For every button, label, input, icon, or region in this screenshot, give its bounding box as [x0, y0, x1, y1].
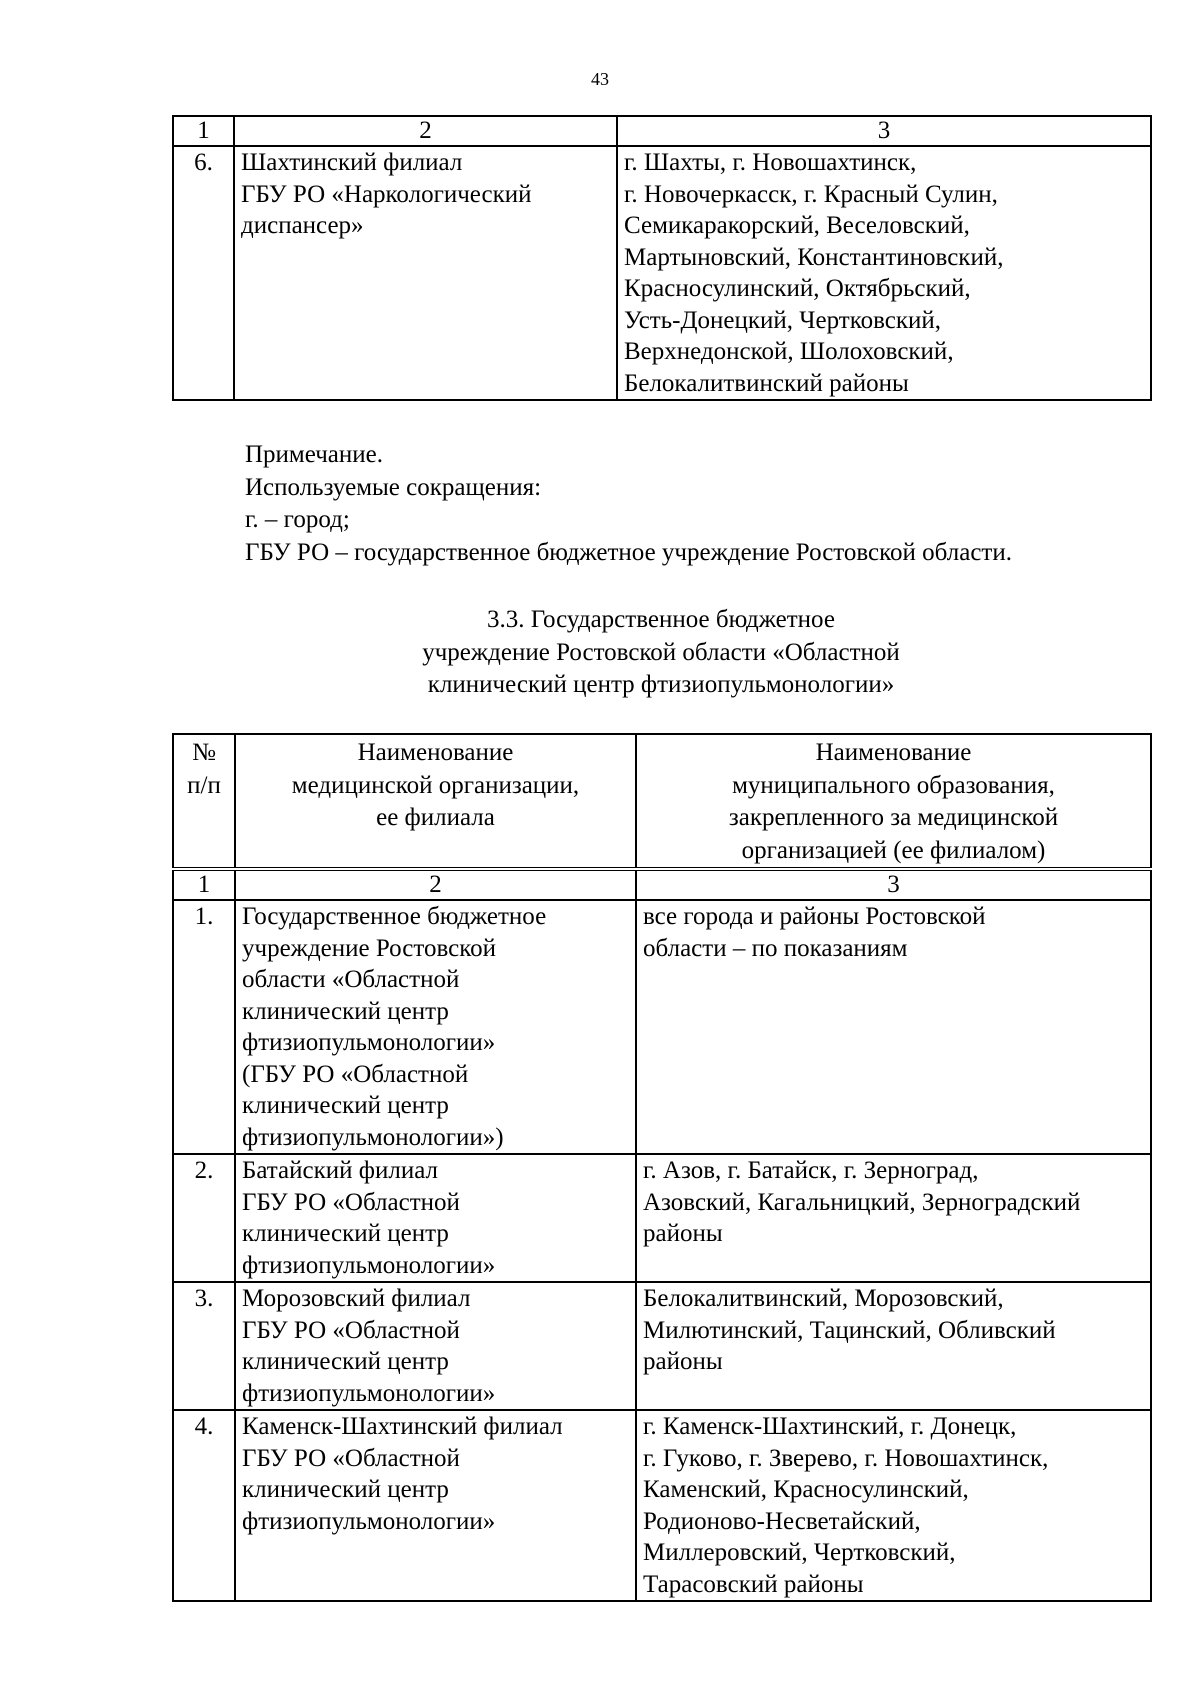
cell-line: Семикаракорский, Веселовский,: [624, 212, 970, 239]
header-line: ее филиала: [376, 804, 495, 831]
column-number-row: [173, 116, 1151, 146]
cell-line: г. Новочеркасск, г. Красный Сулин,: [624, 180, 998, 208]
section-title-line: клинический центр фтизиопульмонологии»: [427, 671, 895, 698]
cell-line: фтизиопульмонологии»): [242, 1123, 504, 1151]
municipality-cell: [636, 900, 1151, 1154]
organization-cell: [235, 1410, 636, 1601]
cell-line: ГБУ РО «Областной: [242, 1444, 460, 1472]
cell-line: Государственное бюджетное: [242, 903, 547, 930]
cell-line: ГБУ РО «Наркологический: [241, 180, 532, 208]
cell-line: фтизиопульмонологии»: [242, 1029, 496, 1056]
note-block: [245, 439, 1012, 569]
column-number: 2: [234, 116, 617, 146]
note-line: Примечание.: [245, 441, 384, 468]
cell-line: Белокалитвинский, Морозовский,: [643, 1285, 1004, 1312]
cell-line: ГБУ РО «Областной: [242, 1316, 460, 1344]
column-number: 3: [617, 116, 1151, 146]
organization-cell: [235, 900, 636, 1154]
organization-cell: [235, 1154, 636, 1282]
section-title-line: учреждение Ростовской области «Областной: [422, 638, 900, 666]
municipality-cell: [617, 146, 1151, 400]
cell-line: г. Гуково, г. Зверево, г. Новошахтинск,: [643, 1444, 1049, 1472]
municipality-cell: [636, 1410, 1151, 1601]
header-line: закрепленного за медицинской: [728, 804, 1059, 831]
cell-line: Азовский, Кагальницкий, Зерноградский: [643, 1188, 1081, 1216]
header-municipality: [636, 734, 1151, 869]
municipality-cell: [636, 1154, 1151, 1282]
cell-line: (ГБУ РО «Областной: [242, 1060, 469, 1088]
cell-line: Миллеровский, Чертковский,: [643, 1539, 956, 1566]
table-row: [173, 146, 1151, 400]
table-continuation: [172, 115, 1152, 401]
cell-line: Усть-Донецкий, Чертковский,: [624, 306, 941, 334]
table-row: [173, 1282, 1151, 1410]
section-title: [172, 604, 1150, 702]
cell-line: г. Азов, г. Батайск, г. Зерноград,: [643, 1157, 979, 1184]
cell-line: Каменск-Шахтинский филиал: [242, 1413, 563, 1440]
cell-line: Красносулинский, Октябрьский,: [624, 275, 971, 302]
cell-line: клинический центр: [242, 1476, 449, 1503]
cell-line: Родионово-Несветайский,: [643, 1507, 921, 1535]
header-line: Наименование: [357, 739, 514, 766]
header-line: организацией (ее филиалом): [741, 836, 1046, 864]
table-header-row: [173, 734, 1151, 869]
cell-line: Морозовский филиал: [242, 1285, 471, 1312]
page-number: 43: [591, 69, 609, 89]
organizations-table: [172, 733, 1152, 1602]
cell-line: учреждение Ростовской: [242, 934, 496, 962]
column-number: 1: [173, 869, 235, 900]
cell-line: клинический центр: [242, 1092, 449, 1119]
municipality-cell: [636, 1282, 1151, 1410]
row-number: 3.: [173, 1282, 235, 1410]
row-number: 1.: [173, 900, 235, 1154]
cell-line: Каменский, Красносулинский,: [643, 1476, 969, 1503]
cell-line: Верхнедонской, Шолоховский,: [624, 338, 954, 365]
cell-line: диспансер»: [241, 212, 364, 239]
cell-line: Мартыновский, Константиновский,: [624, 243, 1004, 271]
column-number: 2: [235, 869, 636, 900]
cell-line: фтизиопульмонологии»: [242, 1251, 496, 1279]
cell-line: ГБУ РО «Областной: [242, 1188, 460, 1216]
organization-cell: [234, 146, 617, 400]
table-row: [173, 900, 1151, 1154]
header-line: медицинской организации,: [291, 771, 580, 799]
header-organization: [235, 734, 636, 869]
cell-line: Белокалитвинский районы: [624, 369, 909, 397]
cell-line: г. Каменск-Шахтинский, г. Донецк,: [643, 1413, 1017, 1440]
table-row: [173, 1410, 1151, 1601]
header-line: №: [192, 739, 216, 766]
cell-line: области «Областной: [242, 966, 460, 993]
cell-line: районы: [643, 1220, 723, 1247]
organization-cell: [235, 1282, 636, 1410]
header-line: п/п: [187, 771, 221, 799]
cell-line: Батайский филиал: [242, 1157, 438, 1184]
cell-line: клинический центр: [242, 1348, 449, 1375]
cell-line: области – по показаниям: [643, 934, 908, 962]
note-line: ГБУ РО – государственное бюджетное учреждение Ростовской области.: [245, 538, 1012, 566]
row-number: 6.: [173, 146, 234, 400]
cell-line: клинический центр: [242, 997, 449, 1025]
cell-line: все города и районы Ростовской: [643, 903, 986, 930]
cell-line: клинический центр: [242, 1220, 449, 1247]
cell-line: фтизиопульмонологии»: [242, 1379, 496, 1407]
cell-line: Шахтинский филиал: [241, 149, 463, 176]
header-line: Наименование: [815, 739, 972, 766]
row-number: 4.: [173, 1410, 235, 1601]
column-number: 3: [636, 869, 1151, 900]
cell-line: районы: [643, 1348, 723, 1375]
note-line: Используемые сокращения:: [245, 473, 542, 501]
cell-line: Милютинский, Тацинский, Обливский: [643, 1316, 1056, 1344]
column-number-row: [173, 869, 1151, 900]
note-line: г. – город;: [245, 506, 350, 533]
cell-line: фтизиопульмонологии»: [242, 1507, 496, 1535]
column-number: 1: [173, 116, 234, 146]
table-row: [173, 1154, 1151, 1282]
header-number: [173, 734, 235, 869]
section-title-line: 3.3. Государственное бюджетное: [487, 606, 835, 633]
row-number: 2.: [173, 1154, 235, 1282]
header-line: муниципального образования,: [732, 771, 1055, 799]
cell-line: г. Шахты, г. Новошахтинск,: [624, 149, 917, 176]
cell-line: Тарасовский районы: [643, 1570, 864, 1598]
